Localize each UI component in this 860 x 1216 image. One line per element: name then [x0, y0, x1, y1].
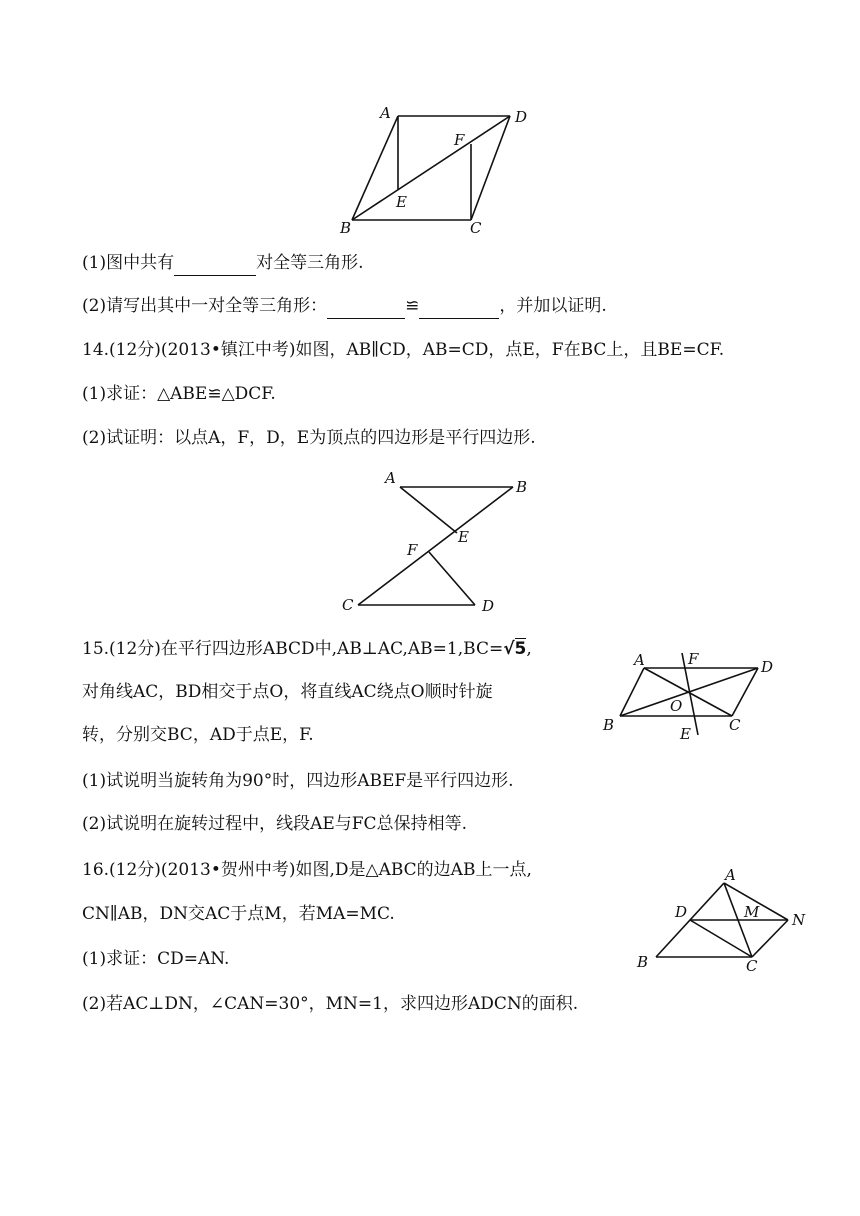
figure-q16	[630, 865, 810, 980]
label-E: E	[680, 725, 691, 743]
q15-stem-line2: 对角线AC，BD相交于点O，将直线AC绕点O顺时针旋	[82, 682, 493, 702]
label-F: F	[407, 541, 418, 559]
label-B: B	[603, 716, 615, 734]
q14-stem: 14.(12分)(2013•镇江中考)如图，AB∥CD，AB=CD，点E，F在BC上，且BE=CF.	[82, 340, 725, 360]
label-D: D	[515, 108, 528, 126]
label-A: A	[385, 469, 396, 487]
label-F: F	[454, 131, 465, 149]
label-B: B	[637, 953, 649, 971]
sqrt-sign: √	[503, 639, 515, 659]
label-D: D	[675, 903, 688, 921]
q15-part1: (1)试说明当旋转角为90°时，四边形ABEF是平行四边形.	[82, 771, 514, 791]
segment-CN	[752, 920, 788, 957]
q13-part2-text-b: ，并加以证明.	[499, 296, 607, 316]
segment-BC	[358, 487, 513, 605]
segment-FD	[429, 552, 475, 605]
label-N: N	[792, 911, 806, 929]
label-A: A	[380, 104, 391, 122]
segment-AE	[400, 487, 457, 533]
answer-blank-right[interactable]	[419, 301, 499, 319]
q15-stem-end: ,	[526, 639, 532, 659]
label-A: A	[634, 651, 645, 669]
q13-part1-text-a: (1)图中共有	[82, 253, 175, 273]
q15-stem-line3: 转，分别交BC，AD于点E，F.	[82, 725, 314, 745]
label-C: C	[470, 219, 482, 237]
segment-DC	[471, 116, 510, 220]
q16-stem: 16.(12分)(2013•贺州中考)如图,D是△ABC的边AB上一点,	[82, 860, 532, 880]
q16-part2: (2)若AC⊥DN，∠CAN=30°，MN=1，求四边形ADCN的面积.	[82, 994, 579, 1014]
q16-stem-line2: CN∥AB，DN交AC于点M，若MA=MC.	[82, 904, 395, 924]
answer-blank[interactable]	[174, 258, 256, 276]
label-E: E	[396, 193, 407, 211]
figure-q13-parallelogram	[330, 100, 540, 240]
q13-part2	[82, 298, 607, 319]
label-D: D	[482, 597, 495, 615]
label-M: M	[744, 903, 760, 921]
label-C: C	[342, 596, 354, 614]
label-O: O	[670, 697, 683, 715]
label-E: E	[458, 528, 469, 546]
label-A: A	[725, 866, 736, 884]
q15-stem-text: 15.(12分)在平行四边形ABCD中,AB⊥AC,AB=1,BC=	[82, 639, 504, 659]
label-B: B	[516, 478, 528, 496]
figure-q14	[335, 465, 528, 615]
label-D: D	[761, 658, 774, 676]
label-F: F	[688, 650, 699, 668]
q13-part1-text-b: 对全等三角形.	[256, 253, 364, 273]
sqrt-radicand: 5	[514, 639, 527, 659]
q13-part2-text-a: (2)请写出其中一对全等三角形：	[82, 296, 328, 316]
q16-part1: (1)求证：CD=AN.	[82, 949, 230, 969]
answer-blank-left[interactable]	[327, 301, 405, 319]
label-B: B	[340, 219, 352, 237]
q13-part1	[82, 255, 364, 276]
label-C: C	[746, 957, 758, 975]
segment-CD	[690, 920, 752, 957]
q15-stem	[82, 641, 532, 658]
label-C: C	[729, 716, 741, 734]
congruent-symbol: ≌	[405, 296, 420, 316]
figure-q15-parallelogram	[600, 645, 790, 745]
q15-part2: (2)试说明在旋转过程中，线段AE与FC总保持相等.	[82, 814, 467, 834]
q14-part1: (1)求证：△ABE≌△DCF.	[82, 384, 276, 404]
q14-part2: (2)试证明：以点A，F，D，E为顶点的四边形是平行四边形.	[82, 428, 536, 448]
